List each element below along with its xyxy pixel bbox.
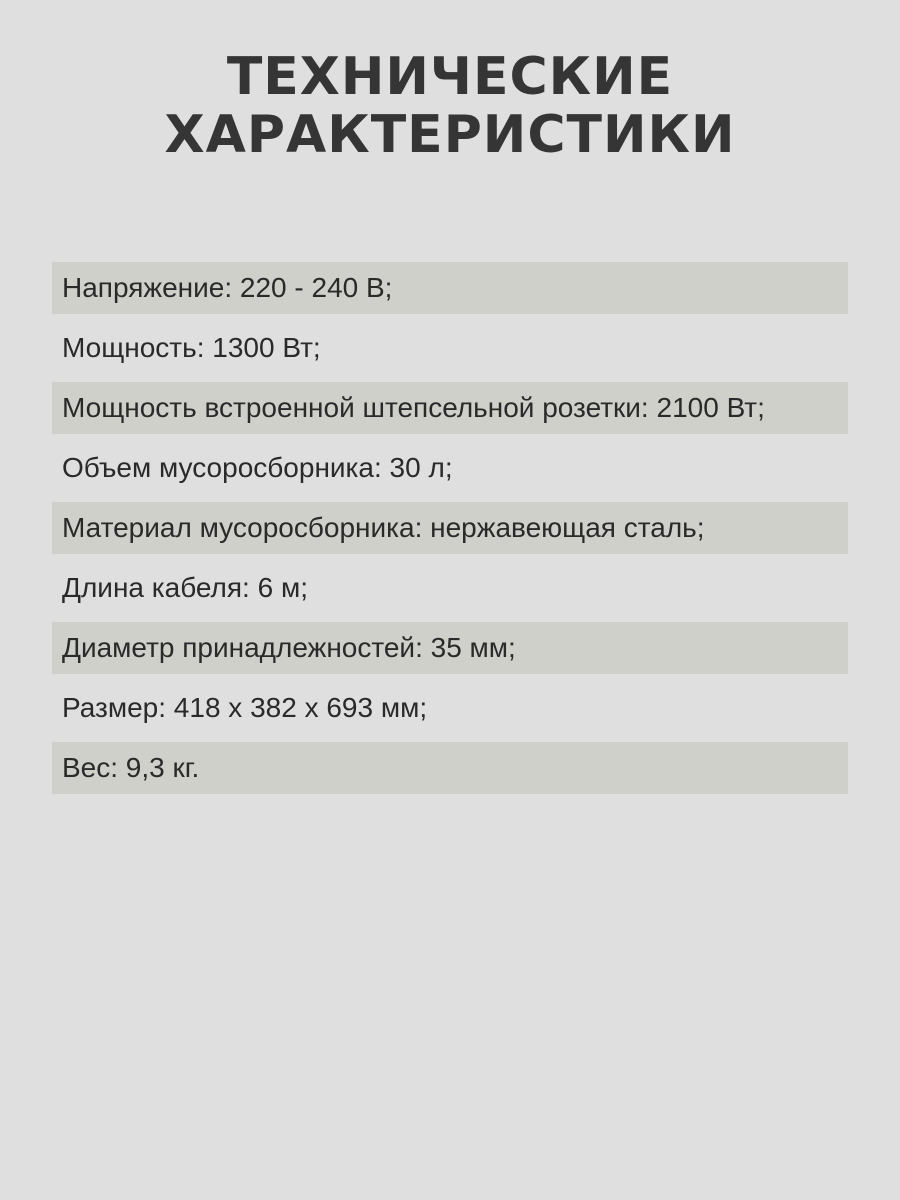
title-line-2: ХАРАКТЕРИСТИКИ <box>164 105 736 165</box>
spec-weight: Вес: 9,3 кг. <box>52 742 848 794</box>
spec-bin-material: Материал мусоросборника: нержавеющая сталь; <box>52 502 848 554</box>
spec-socket-power: Мощность встроенной штепсельной розетки: 2100 Вт; <box>52 382 848 434</box>
spec-power: Мощность: 1300 Вт; <box>62 332 321 363</box>
spec-bin-volume: Объем мусоросборника: 30 л; <box>62 452 453 483</box>
page-title <box>0 48 900 164</box>
spec-voltage: Напряжение: 220 - 240 В; <box>52 262 848 314</box>
spec-list <box>52 262 848 802</box>
spec-dimensions: Размер: 418 х 382 х 693 мм; <box>62 692 428 723</box>
title-line-1: ТЕХНИЧЕСКИЕ <box>226 47 674 107</box>
spec-cable-length: Длина кабеля: 6 м; <box>62 572 308 603</box>
spec-accessory-diameter: Диаметр принадлежностей: 35 мм; <box>52 622 848 674</box>
